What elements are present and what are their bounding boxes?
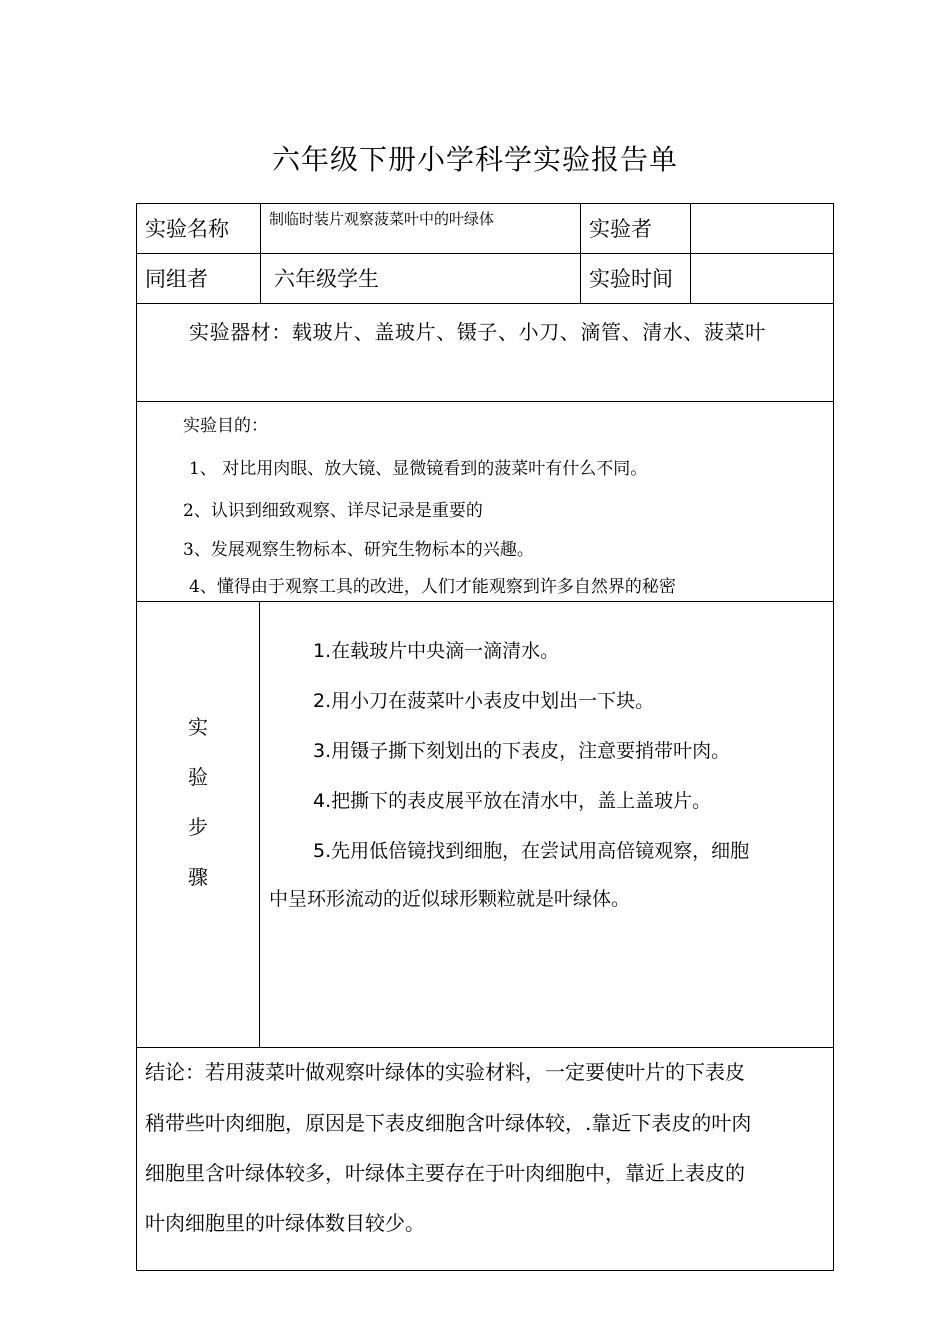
column-divider [690, 204, 691, 303]
purpose-heading: 实验目的： [183, 416, 268, 436]
experiment-name-label: 实验名称 [145, 217, 229, 241]
step-line: 2.用小刀在菠菜叶小表皮中划出一下块。 [313, 690, 655, 712]
experimenter-label: 实验者 [589, 217, 652, 241]
steps-label-char: 实 [188, 715, 208, 739]
column-divider [580, 204, 581, 303]
purpose-item: 1、 对比用肉眼、放大镜、显微镜看到的菠菜叶有什么不同。 [189, 459, 648, 479]
step-line: 5.先用低倍镜找到细胞，在尝试用高倍镜观察，细胞 [313, 840, 750, 862]
experiment-name-value: 制临时装片观察菠菜叶中的叶绿体 [269, 210, 495, 228]
step-line: 中呈环形流动的近似球形颗粒就是叶绿体。 [269, 888, 631, 910]
column-divider [260, 204, 261, 303]
column-divider [259, 601, 260, 1047]
report-table [136, 203, 834, 1271]
conclusion-line: 结论：若用菠菜叶做观察叶绿体的实验材料，一定要使叶片的下表皮 [145, 1060, 745, 1084]
experiment-time-label: 实验时间 [589, 267, 673, 291]
row-divider [137, 401, 833, 402]
group-member-label: 同组者 [145, 267, 208, 291]
conclusion-line: 稍带些叶肉细胞，原因是下表皮细胞含叶绿体较，.靠近下表皮的叶肉 [145, 1111, 752, 1135]
step-line: 3.用镊子撕下刻划出的下表皮，注意要捎带叶肉。 [313, 740, 731, 762]
purpose-item: 4、懂得由于观察工具的改进，人们才能观察到许多自然界的秘密 [189, 577, 676, 597]
steps-label-char: 验 [188, 765, 208, 789]
purpose-item: 3、发展观察生物标本、研究生物标本的兴趣。 [183, 540, 534, 560]
row-divider [137, 303, 833, 304]
steps-label-char: 步 [188, 815, 208, 839]
page-title: 六年级下册小学科学实验报告单 [271, 143, 678, 176]
row-divider [137, 253, 833, 254]
conclusion-line: 细胞里含叶绿体较多，叶绿体主要存在于叶肉细胞中，靠近上表皮的 [145, 1161, 745, 1185]
step-line: 1.在载玻片中央滴一滴清水。 [313, 640, 560, 662]
purpose-item: 2、认识到细致观察、详尽记录是重要的 [183, 501, 483, 521]
steps-label-char: 骤 [188, 865, 208, 889]
row-divider [137, 1047, 833, 1048]
row-divider [137, 601, 833, 602]
group-member-value: 六年级学生 [274, 267, 379, 291]
materials-text: 实验器材：载玻片、盖玻片、镊子、小刀、滴管、清水、菠菜叶 [189, 320, 766, 344]
conclusion-line: 叶肉细胞里的叶绿体数目较少。 [145, 1211, 425, 1235]
step-line: 4.把撕下的表皮展平放在清水中，盖上盖玻片。 [313, 790, 712, 812]
